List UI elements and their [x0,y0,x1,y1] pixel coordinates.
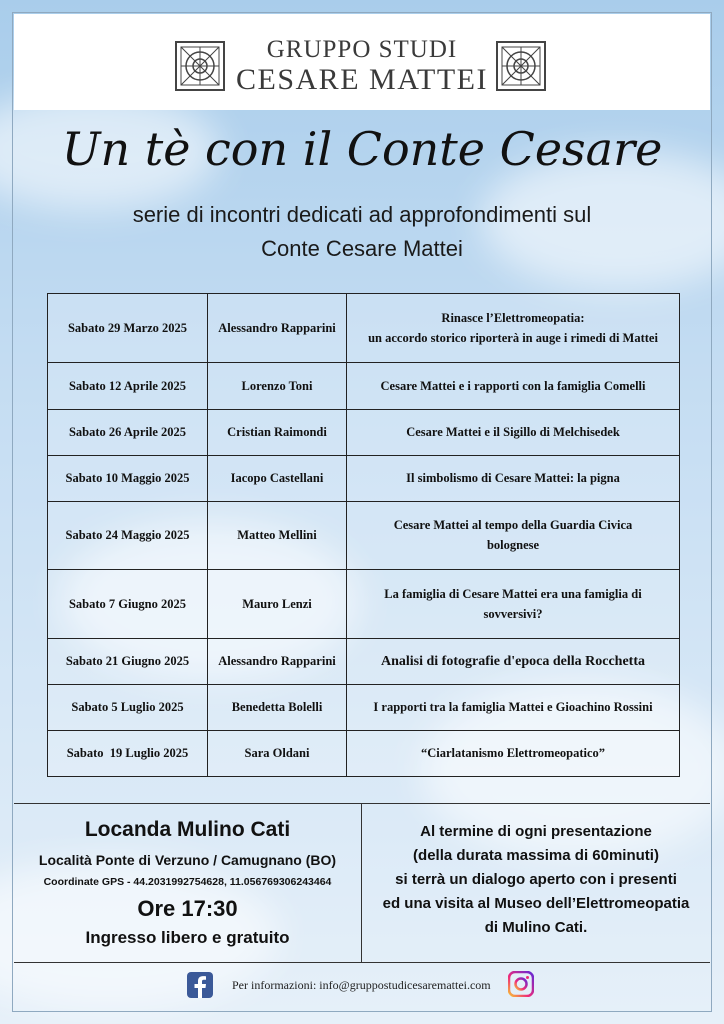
note-line: Al termine di ogni presentazione [420,823,652,840]
speaker-cell: Alessandro Rapparini [208,639,347,685]
note-line: ed una visita al Museo dell’Elettromeopatia [382,895,690,912]
date-cell: Sabato 21 Giugno 2025 [48,639,208,685]
topic-line: La famiglia di Cesare Mattei era una famiglia di [384,586,642,601]
topic-line: sovversivi? [483,606,543,621]
date-cell: Sabato 29 Marzo 2025 [48,294,208,363]
speaker-cell: Matteo Mellini [208,502,347,570]
topic-cell: Il simbolismo di Cesare Mattei: la pigna [347,456,680,502]
topic-cell: I rapporti tra la famiglia Mattei e Gioachino Rossini [347,685,680,731]
speaker-cell: Cristian Raimondi [208,410,347,456]
topic-cell [347,570,680,639]
date-cell: Sabato 26 Aprile 2025 [48,410,208,456]
topic-line: un accordo storico riporterà in auge i rimedi di Mattei [368,330,658,345]
gps-coordinates: Coordinate GPS - 44.2031992754628, 11.056769306243464 [43,876,332,888]
date-cell: Sabato 24 Maggio 2025 [48,502,208,570]
celtic-knot-icon [496,41,546,91]
topic-cell: “Ciarlatanismo Elettromeopatico” [347,731,680,777]
topic-line: Cesare Mattei al tempo della Guardia Civica [393,518,633,532]
org-logo [14,36,710,96]
subtitle-line: Conte Cesare Mattei [261,236,463,261]
schedule-table [47,293,680,777]
date-cell: Sabato 12 Aprile 2025 [48,363,208,410]
table-row [48,410,680,456]
speaker-cell: Iacopo Castellani [208,456,347,502]
event-subtitle [0,198,724,266]
org-name-line1: GRUPPO STUDI [266,36,458,63]
speaker-cell: Lorenzo Toni [208,363,347,410]
date-cell: Sabato 7 Giugno 2025 [48,570,208,639]
note-line: (della durata massima di 60minuti) [413,847,659,864]
table-row [48,731,680,777]
entry-info: Ingresso libero e gratuito [85,928,290,947]
speaker-cell: Sara Oldani [208,731,347,777]
speaker-cell: Mauro Lenzi [208,570,347,639]
facebook-icon[interactable] [187,972,213,998]
note-line: di Mulino Cati. [484,919,588,936]
table-row [48,639,680,685]
topic-line: Rinasce l’Elettromeopatia: [441,310,585,325]
date-cell: Sabato 5 Luglio 2025 [48,685,208,731]
topic-line: bolognese [486,538,540,552]
event-time: Ore 17:30 [137,896,238,921]
table-row [48,294,680,363]
note-line: si terrà un dialogo aperto con i presenti [395,871,677,888]
presentation-note [362,820,710,940]
header-banner [14,14,710,110]
speaker-cell: Alessandro Rapparini [208,294,347,363]
date-cell: Sabato 10 Maggio 2025 [48,456,208,502]
org-name-line2: CESARE MATTEI [236,63,488,96]
table-row [48,685,680,731]
date-cell: Sabato 19 Luglio 2025 [48,731,208,777]
speaker-cell: Benedetta Bolelli [208,685,347,731]
facebook-glyph [187,972,213,998]
contact-info: Per informazioni: info@gruppostudicesaremattei.com [232,978,491,992]
table-row [48,363,680,410]
topic-cell: Cesare Mattei e i rapporti con la famiglia Comelli [347,363,680,410]
event-title: Un tè con il Conte Cesare [61,122,663,176]
topic-cell [347,294,680,363]
table-row [48,456,680,502]
table-row [48,502,680,570]
subtitle-line: serie di incontri dedicati ad approfondimenti sul [132,202,592,227]
topic-cell: Cesare Mattei e il Sigillo di Melchisedek [347,410,680,456]
venue-address: Località Ponte di Verzuno / Camugnano (BO) [38,852,337,868]
table-row [48,570,680,639]
venue-name: Locanda Mulino Cati [84,818,291,841]
topic-cell [347,502,680,570]
topic-cell: Analisi di fotografie d'epoca della Rocchetta [347,639,680,685]
instagram-icon[interactable] [508,971,534,997]
